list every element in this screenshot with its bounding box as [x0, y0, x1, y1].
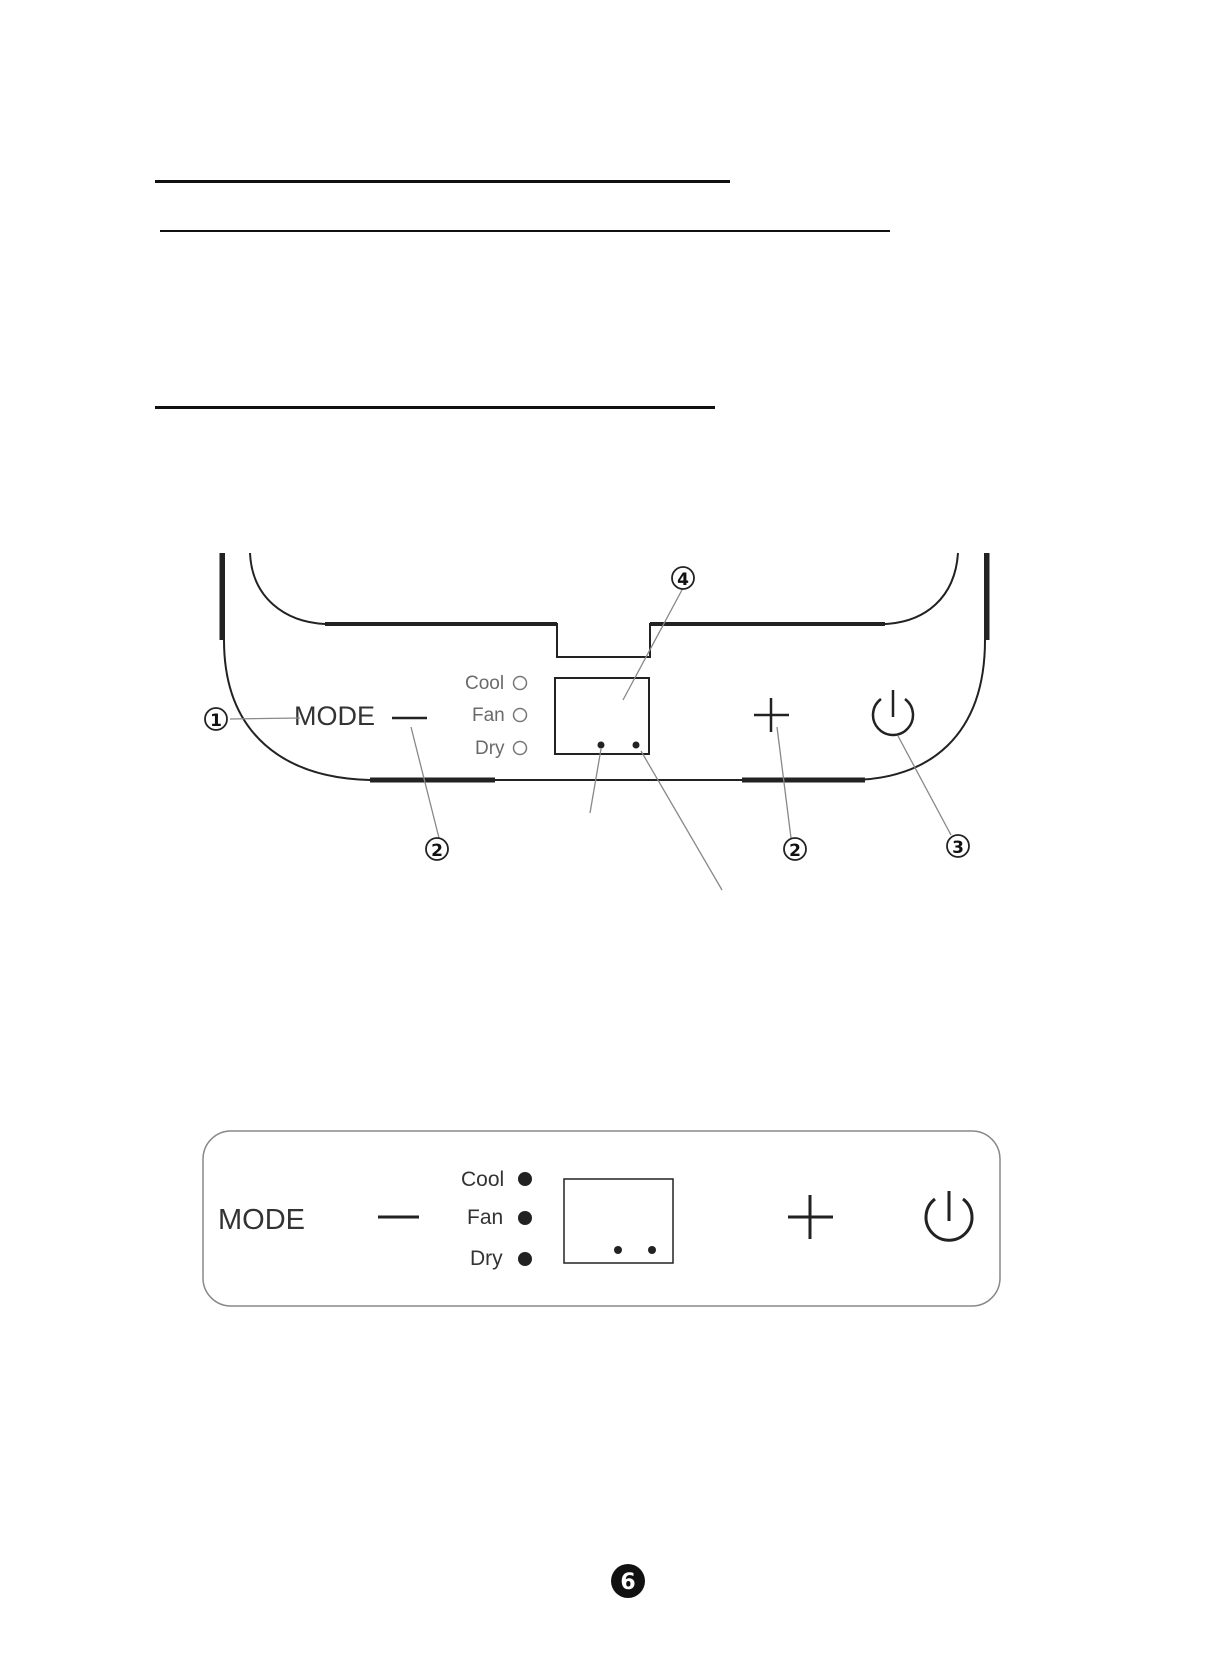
bottom-display-dot-left — [614, 1246, 622, 1254]
display-dot-right — [633, 742, 640, 749]
panel-outline — [224, 553, 985, 780]
indicator-fan-led — [514, 709, 527, 722]
callout-3 — [947, 835, 969, 858]
callout-2-plus — [784, 838, 806, 861]
panel-top-edge — [250, 553, 958, 657]
callout-4 — [672, 567, 694, 590]
plus-button[interactable] — [754, 698, 789, 732]
svg-text:2: 2 — [789, 841, 801, 861]
page-number — [611, 1564, 645, 1598]
svg-text:1: 1 — [210, 711, 222, 731]
bottom-display-dot-right — [648, 1246, 656, 1254]
callout-2-minus — [426, 838, 448, 861]
power-icon[interactable] — [873, 690, 913, 735]
svg-text:3: 3 — [952, 838, 964, 858]
svg-text:6: 6 — [620, 1570, 636, 1595]
top-control-panel — [222, 553, 987, 780]
display-dot-left — [598, 742, 605, 749]
indicator-fan-label: Fan — [472, 705, 505, 726]
bottom-indicator-fan-led — [518, 1211, 532, 1225]
bottom-indicator-fan-label: Fan — [467, 1206, 504, 1229]
mode-label: MODE — [294, 701, 375, 731]
leader-lines — [230, 588, 951, 890]
bottom-indicator-cool-led — [518, 1172, 532, 1186]
bottom-indicator-dry-label: Dry — [470, 1247, 503, 1270]
callout-1 — [205, 708, 227, 731]
indicator-cool-label: Cool — [465, 673, 505, 694]
bottom-control-panel — [203, 1131, 1000, 1306]
svg-text:2: 2 — [431, 841, 443, 861]
bottom-mode-label: MODE — [218, 1204, 305, 1236]
bottom-indicator-dry-led — [518, 1252, 532, 1266]
indicator-cool-led — [514, 677, 527, 690]
svg-text:4: 4 — [677, 570, 689, 590]
bottom-indicators — [461, 1168, 532, 1270]
bottom-indicator-cool-label: Cool — [461, 1168, 505, 1191]
indicator-dry-led — [514, 742, 527, 755]
indicator-dry-label: Dry — [475, 738, 505, 759]
top-indicators — [465, 673, 527, 759]
